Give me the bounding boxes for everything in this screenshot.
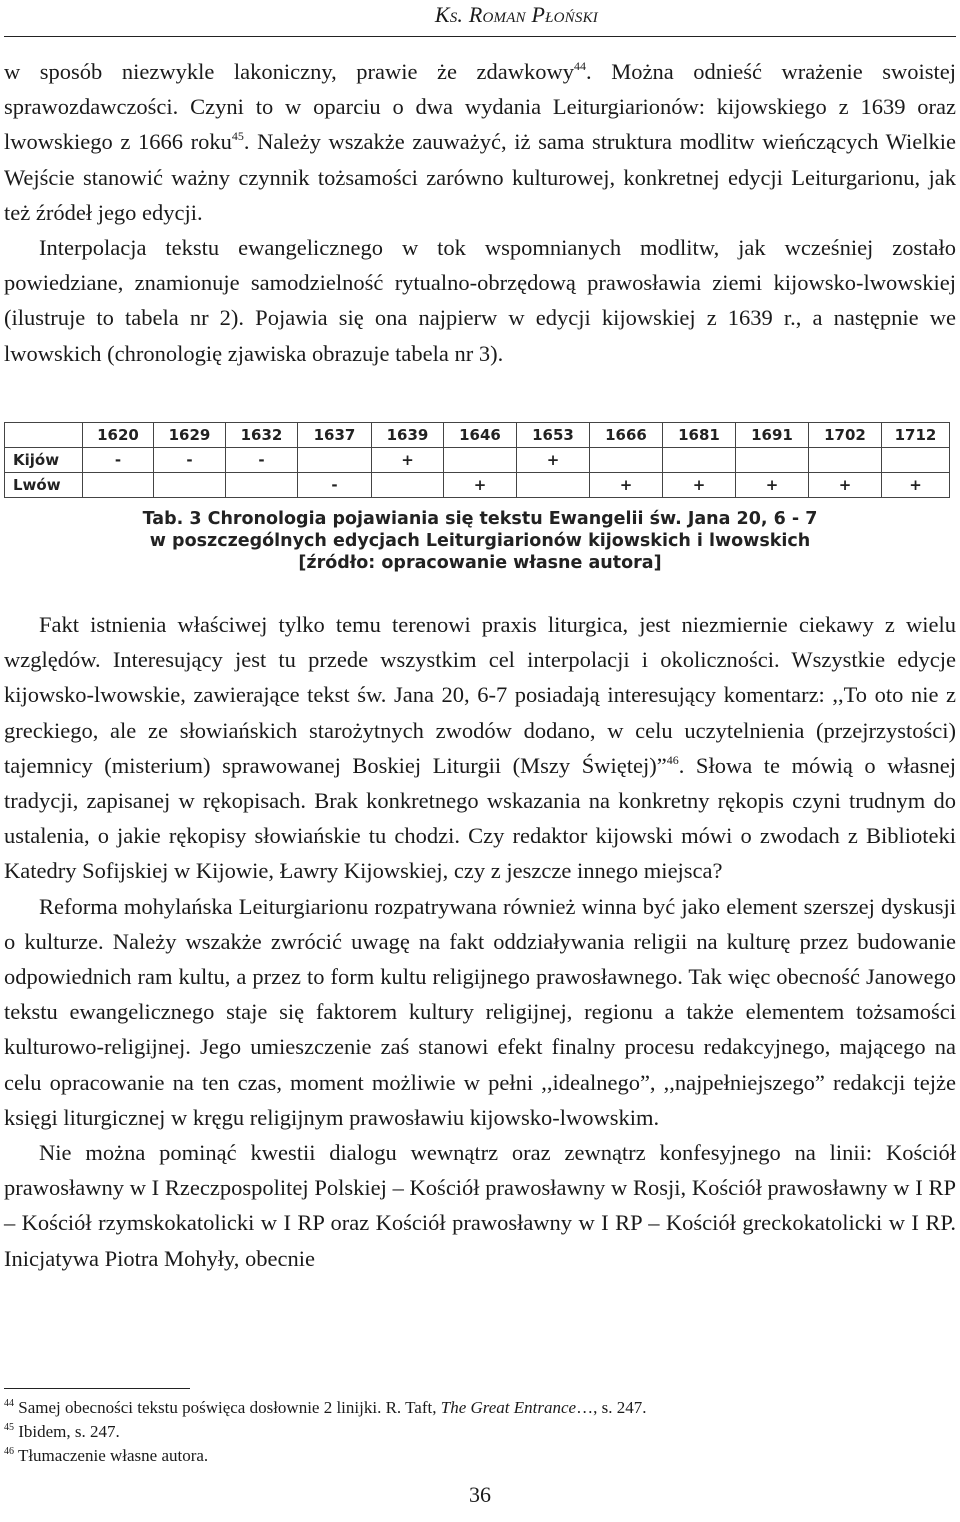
table-cell: - bbox=[83, 448, 154, 473]
table-cell: + bbox=[809, 473, 882, 498]
body-text-bottom bbox=[4, 607, 956, 1276]
table-cell bbox=[809, 448, 882, 473]
footnote-ref-44[interactable]: 44 bbox=[574, 59, 587, 73]
table-cell: - bbox=[154, 448, 226, 473]
body-text-top bbox=[4, 54, 956, 371]
table-cell: + bbox=[882, 473, 950, 498]
year-header-cell: 1666 bbox=[590, 423, 663, 448]
table-cell bbox=[298, 448, 372, 473]
footnote-45: $^{45}$ Ibidem, s. 247. bbox=[4, 1422, 120, 1441]
year-header-cell: 1646 bbox=[444, 423, 517, 448]
page-number: 36 bbox=[469, 1482, 491, 1507]
paragraph-intro: w sposób niezwykle lakoniczny, prawie że zdawkowy$^{44}$. Można odnieść wrażenie swoistej sprawozdawczości. Czyni to w oparciu o dwa wydania Leiturgiarionów: kijowskiego z 1639 oraz lwowskiego z 1666 roku$^{45}$. Należy wszakże zauważyć, iż sama struktura modlitw wieńczących Wielkie Wejście stanowić ważny czynnik tożsamości zarówno kulturowej, konkretnej edycji Leiturgarionu, jak też źródeł jego edycji. bbox=[4, 59, 956, 225]
caption-line-1: Tab. 3 Chronologia pojawiania się tekstu Ewangelii św. Jana 20, 6 - 7 bbox=[142, 509, 818, 529]
table-caption bbox=[4, 508, 956, 574]
year-header-cell: 1691 bbox=[736, 423, 809, 448]
table-cell bbox=[882, 448, 950, 473]
year-header-cell: 1620 bbox=[83, 423, 154, 448]
table-cell bbox=[444, 448, 517, 473]
table-cell: + bbox=[444, 473, 517, 498]
table-cell: + bbox=[590, 473, 663, 498]
table-cell: - bbox=[226, 448, 298, 473]
paragraph-fakt: Fakt istnienia właściwej tylko temu terenowi praxis liturgica, jest niezmiernie ciekawy z wielu względów. Interesujący jest tu przede wszystkim cel interpolacji i okoliczności. Wszystkie edycje kijowsko-lwowskie, zawierające tekst św. Jana 20, 6-7 posiadają interesujący komentarz: ,,To oto nie z greckiego, ale ze słowiańskich starożytnych zwodów dodano, w celu uczytelnienia (przejrzystości) tajemnicy (misterium) sprawowanej Boskiej Liturgii (Mszy Świętej)”$^{46}$. Słowa te mówią o własnej tradycji, zapisanej w rękopisach. Brak konkretnego wskazania na konkretny rękopis czyni trudnym do ustalenia, o jakie rękopisy słowiańskie tu chodzi. Czy redaktor kijowski mówi o zwodach z Biblioteki Katedry Sofijskiej w Kijowie, Ławry Kijowskiej, czy z jeszcze innego miejsca? bbox=[4, 612, 956, 884]
table-header-row bbox=[5, 423, 950, 448]
paragraph-dialog: Nie można pominąć kwestii dialogu wewnątrz oraz zewnątrz konfesyjnego na linii: Kościół prawosławny w I Rzeczpospolitej Polskiej – Kościół prawosławny w Rosji, Kościół prawosławny w I RP – Kościół rzymskokatolicki w I RP oraz Kościół prawosławny w I RP – Kościół greckokatolicki w I RP. Inicjatywa Piotra Mohyły, obecnie bbox=[4, 1140, 956, 1271]
year-header-cell: 1653 bbox=[517, 423, 590, 448]
footnote-ref-45[interactable]: 45 bbox=[231, 129, 244, 144]
running-header: Ks. Roman Płoński bbox=[434, 2, 598, 27]
year-header-cell: 1637 bbox=[298, 423, 372, 448]
table-cell bbox=[372, 473, 444, 498]
table-cell: + bbox=[517, 448, 590, 473]
row-label-cell: Lwów bbox=[5, 473, 83, 498]
year-header-cell: 1702 bbox=[809, 423, 882, 448]
table-cell: + bbox=[663, 473, 736, 498]
year-header-cell: 1629 bbox=[154, 423, 226, 448]
caption-line-2: w poszczególnych edycjach Leiturgiarionów kijowskich i lwowskich bbox=[149, 531, 811, 551]
year-header-cell: 1632 bbox=[226, 423, 298, 448]
caption-line-3: [źródło: opracowanie własne autora] bbox=[298, 553, 662, 573]
table-corner-cell bbox=[5, 423, 83, 448]
table-row bbox=[5, 473, 950, 498]
paragraph-interpolation: Interpolacja tekstu ewangelicznego w tok wspomnianych modlitw, jak wcześniej zostało powiedziane, znamionuje samodzielność rytualno-obrzędową prawosławia ziemi kijowsko-lwowskiej (ilustruje to tabela nr 2). Pojawia się ona najpierw w edycji kijowskiej z 1639 r., a następnie we lwowskich (chronologię zjawiska obrazuje tabela nr 3). bbox=[4, 235, 956, 366]
header-rule bbox=[4, 36, 956, 37]
chronology-table bbox=[4, 422, 950, 498]
footnote-46: $^{46}$ Tłumaczenie własne autora. bbox=[4, 1446, 209, 1465]
paragraph-reforma: Reforma mohylańska Leiturgiarionu rozpatrywana również winna być jako element szerszej dyskusji o kulturze. Należy wszakże zwrócić uwagę na fakt oddziaływania religii na kulturę przez budowanie odpowiednich ram kultu, a przez to form kultu religijnego prawosławnego. Tak więc obecność Janowego tekstu ewangelicznego staje się faktorem kultury religijnej, regionu a także elementem tożsamości kulturowo-religijnej. Jego umieszczenie zaś stanowi efekt finalny procesu redakcyjnego, mającego na celu opracowanie na ten czas, moment możliwie w pełni ,,idealnego”, ,,najpełniejszego” redakcji tejże księgi liturgicznej w kręgu religijnym prawosławiu kijowsko-lwowskim. bbox=[4, 893, 956, 1130]
table-cell bbox=[517, 473, 590, 498]
table-row bbox=[5, 448, 950, 473]
footnotes bbox=[4, 1396, 956, 1468]
table-cell bbox=[83, 473, 154, 498]
table-cell: + bbox=[736, 473, 809, 498]
footnote-rule bbox=[4, 1388, 190, 1389]
row-label-cell: Kijów bbox=[5, 448, 83, 473]
table-cell bbox=[663, 448, 736, 473]
table-cell bbox=[590, 448, 663, 473]
year-header-cell: 1681 bbox=[663, 423, 736, 448]
table-cell bbox=[154, 473, 226, 498]
table-figure bbox=[4, 422, 956, 580]
year-header-cell: 1712 bbox=[882, 423, 950, 448]
table-cell bbox=[226, 473, 298, 498]
year-header-cell: 1639 bbox=[372, 423, 444, 448]
table-cell: - bbox=[298, 473, 372, 498]
table-cell bbox=[736, 448, 809, 473]
footnote-44: $^{44}$ Samej obecności tekstu poświęca dosłownie 2 linijki. R. Taft, The Great Entrance…, s. 247. bbox=[4, 1398, 647, 1417]
table-cell: + bbox=[372, 448, 444, 473]
footnote-ref-46[interactable]: 46 bbox=[666, 752, 679, 767]
